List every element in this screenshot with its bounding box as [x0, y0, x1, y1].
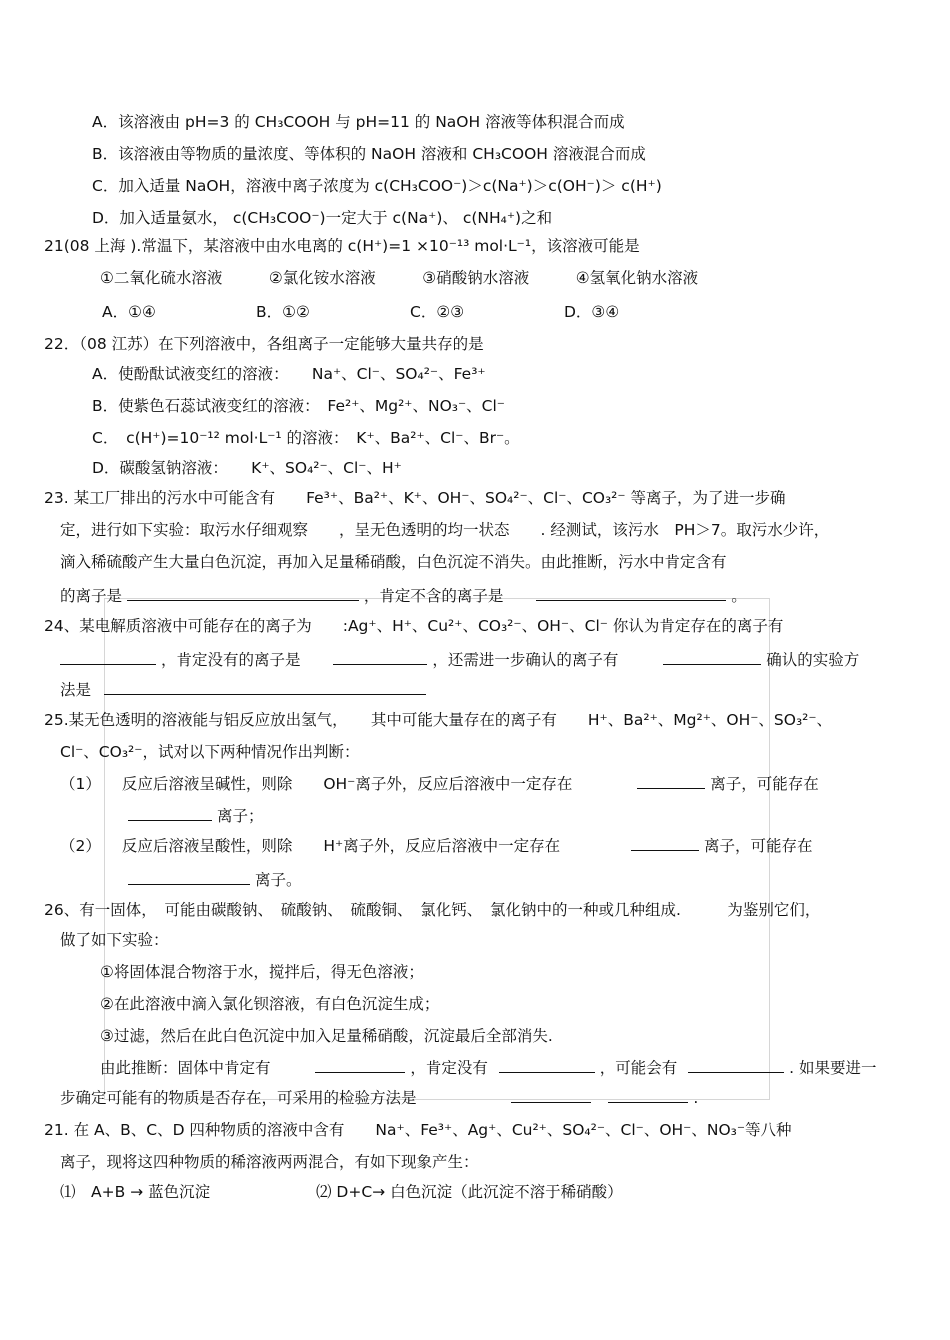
q21a-items: ①二氧化硫水溶液 ②氯化铵水溶液 ③硝酸钠水溶液 ④氢氧化钠水溶液: [100, 269, 699, 287]
q21b-line1: 21. 在 A、B、C、D 四种物质的溶液中含有 Na⁺、Fe³⁺、Ag⁺、Cu²⁺、SO₄²⁻、Cl⁻、OH⁻、NO₃⁻等八种: [44, 1121, 792, 1139]
q26-line2: 做了如下实验：: [60, 931, 169, 949]
q25-part2-number: （2）: [60, 837, 101, 855]
q24-label-fa: 法是: [60, 681, 92, 699]
q25-part1-end: 离子；: [216, 807, 264, 825]
q22-option-c: C． c(H⁺)=10⁻¹² mol·L⁻¹ 的溶液： K⁺、Ba²⁺、Cl⁻、Br⁻。: [92, 429, 520, 447]
q25-line1: 25.某无色透明的溶液能与铝反应放出氢气， 其中可能大量存在的离子有 H⁺、Ba²⁺、Mg²⁺、OH⁻、SO₃²⁻、: [44, 711, 833, 729]
q26-blank-method-2[interactable]: [608, 1086, 688, 1103]
q25-part1-blank-certain[interactable]: [637, 772, 705, 789]
q23-line2: 定，进行如下实验：取污水仔细观察 ，呈无色透明的均一状态 . 经测试，该污水 PH＞7。取污水少许，: [60, 521, 830, 539]
q21a-choice-c: C．②③: [410, 303, 465, 321]
q26-inference: [100, 1056, 877, 1078]
q25-part2: [60, 834, 813, 856]
q20-option-d: D．加入适量氨水， c(CH₃COO⁻)一定大于 c(Na⁺)、 c(NH₄⁺)之和: [92, 209, 553, 227]
q26-line1: 26、有一固体， 可能由碳酸钠、 硫酸钠、 硫酸铜、 氯化钙、 氯化钠中的一种或几种组成. 为鉴别它们，: [44, 901, 821, 919]
q21b-line2: 离子，现将这四种物质的稀溶液两两混合，有如下现象产生：: [60, 1153, 479, 1171]
q26-label-further: . 如果要进一: [789, 1059, 877, 1077]
q20-option-c: C．加入适量 NaOH，溶液中离子浓度为 c(CH₃COO⁻)＞c(Na⁺)＞c(OH⁻)＞ c(H⁺): [92, 177, 662, 195]
q26-last: [60, 1086, 698, 1108]
q21b-result2: ⑵ D+C→ 白色沉淀（此沉淀不溶于稀硝酸）: [316, 1183, 623, 1201]
q26-blank-absent[interactable]: [499, 1056, 595, 1073]
q25-part2-cont: [128, 868, 301, 890]
q25-part2-end: 离子。: [254, 871, 302, 889]
q24-line2: [60, 648, 859, 670]
q25-part1-blank-possible[interactable]: [128, 804, 212, 821]
q25-part1: [60, 772, 819, 794]
q21a-stem: 21(08 上海 ).常温下，某溶液中由水电离的 c(H⁺)=1 ×10⁻¹³ mol·L⁻¹，该溶液可能是: [44, 237, 640, 255]
q23-end: 。: [731, 587, 747, 605]
q25-line2: Cl⁻、CO₃²⁻，试对以下两种情况作出判断：: [60, 743, 360, 761]
q25-part2-blank-certain[interactable]: [631, 834, 699, 851]
q24-label-method: 确认的实验方: [766, 651, 860, 669]
q25-part1-text: 反应后溶液呈碱性，则除 OH⁻离子外，反应后溶液中一定存在: [121, 775, 573, 793]
q25-part1-number: （1）: [60, 775, 101, 793]
q25-part1-tail: 离子，可能存在: [710, 775, 819, 793]
q22-option-b: B．使紫色石蕊试液变红的溶液： Fe²⁺、Mg²⁺、NO₃⁻、Cl⁻: [92, 397, 505, 415]
q23-blank-absent[interactable]: [536, 584, 726, 601]
q26-step2: ②在此溶液中滴入氯化钡溶液，有白色沉淀生成；: [100, 995, 440, 1013]
q26-blank-certain[interactable]: [315, 1056, 405, 1073]
q25-part2-blank-possible[interactable]: [128, 868, 250, 885]
q22-stem: 22．（08 江苏）在下列溶液中，各组离子一定能够大量共存的是: [44, 335, 484, 353]
q24-blank-absent[interactable]: [333, 648, 427, 665]
q23-blank-present[interactable]: [127, 584, 359, 601]
q26-label-method: 步确定可能有的物质是否存在，可采用的检验方法是: [60, 1089, 417, 1107]
q24-label-absent: ，肯定没有的离子是: [160, 651, 301, 669]
q21a-choice-d: D．③④: [564, 303, 620, 321]
q23-label-present: 的离子是: [60, 587, 123, 605]
q24-label-confirm: ，还需进一步确认的离子有: [432, 651, 619, 669]
q26-blank-method-1[interactable]: [511, 1086, 591, 1103]
q26-label-possible: ，可能会有: [599, 1059, 678, 1077]
q26-step1: ①将固体混合物溶于水，搅拌后，得无色溶液；: [100, 963, 424, 981]
q22-option-d: D．碳酸氢钠溶液： K⁺、SO₄²⁻、Cl⁻、H⁺: [92, 459, 402, 477]
q24-blank-confirm[interactable]: [663, 648, 761, 665]
q26-end: .: [693, 1089, 699, 1107]
q22-option-a: A．使酚酞试液变红的溶液： Na⁺、Cl⁻、SO₄²⁻、Fe³⁺: [92, 365, 486, 383]
q24-line1: 24、某电解质溶液中可能存在的离子为 :Ag⁺、H⁺、Cu²⁺、CO₃²⁻、OH⁻、Cl⁻ 你认为肯定存在的离子有: [44, 617, 784, 635]
q25-part2-tail: 离子，可能存在: [704, 837, 813, 855]
q20-option-a: A．该溶液由 pH=3 的 CH₃COOH 与 pH=11 的 NaOH 溶液等体积混合而成: [92, 113, 625, 131]
q26-blank-possible[interactable]: [688, 1056, 784, 1073]
q23-label-absent: ，肯定不含的离子是: [363, 587, 504, 605]
q21a-choice-b: B．①②: [256, 303, 310, 321]
q20-option-b: B．该溶液由等物质的量浓度、等体积的 NaOH 溶液和 CH₃COOH 溶液混合而成: [92, 145, 646, 163]
q21b-result1: ⑴ A+B → 蓝色沉淀: [60, 1183, 211, 1201]
q23-line3: 滴入稀硫酸产生大量白色沉淀，再加入足量稀硝酸，白色沉淀不消失。由此推断，污水中肯定含有: [60, 553, 727, 571]
q26-step3: ③过滤，然后在此白色沉淀中加入足量稀硝酸，沉淀最后全部消失.: [100, 1027, 553, 1045]
q25-part2-text: 反应后溶液呈酸性，则除 H⁺离子外，反应后溶液中一定存在: [121, 837, 561, 855]
q24-blank-present[interactable]: [60, 648, 156, 665]
q26-label-absent: ，肯定没有: [410, 1059, 488, 1077]
q25-part1-cont: [128, 804, 263, 826]
q24-line3: [60, 678, 426, 700]
q21a-choice-a: A．①④: [102, 303, 156, 321]
q23-line1: 23. 某工厂排出的污水中可能含有 Fe³⁺、Ba²⁺、K⁺、OH⁻、SO₄²⁻、Cl⁻、CO₃²⁻ 等离子，为了进一步确: [44, 489, 786, 507]
q23-line4: [60, 584, 747, 606]
q24-blank-method[interactable]: [104, 678, 426, 695]
q26-label-certain: 由此推断：固体中肯定有: [100, 1059, 271, 1077]
